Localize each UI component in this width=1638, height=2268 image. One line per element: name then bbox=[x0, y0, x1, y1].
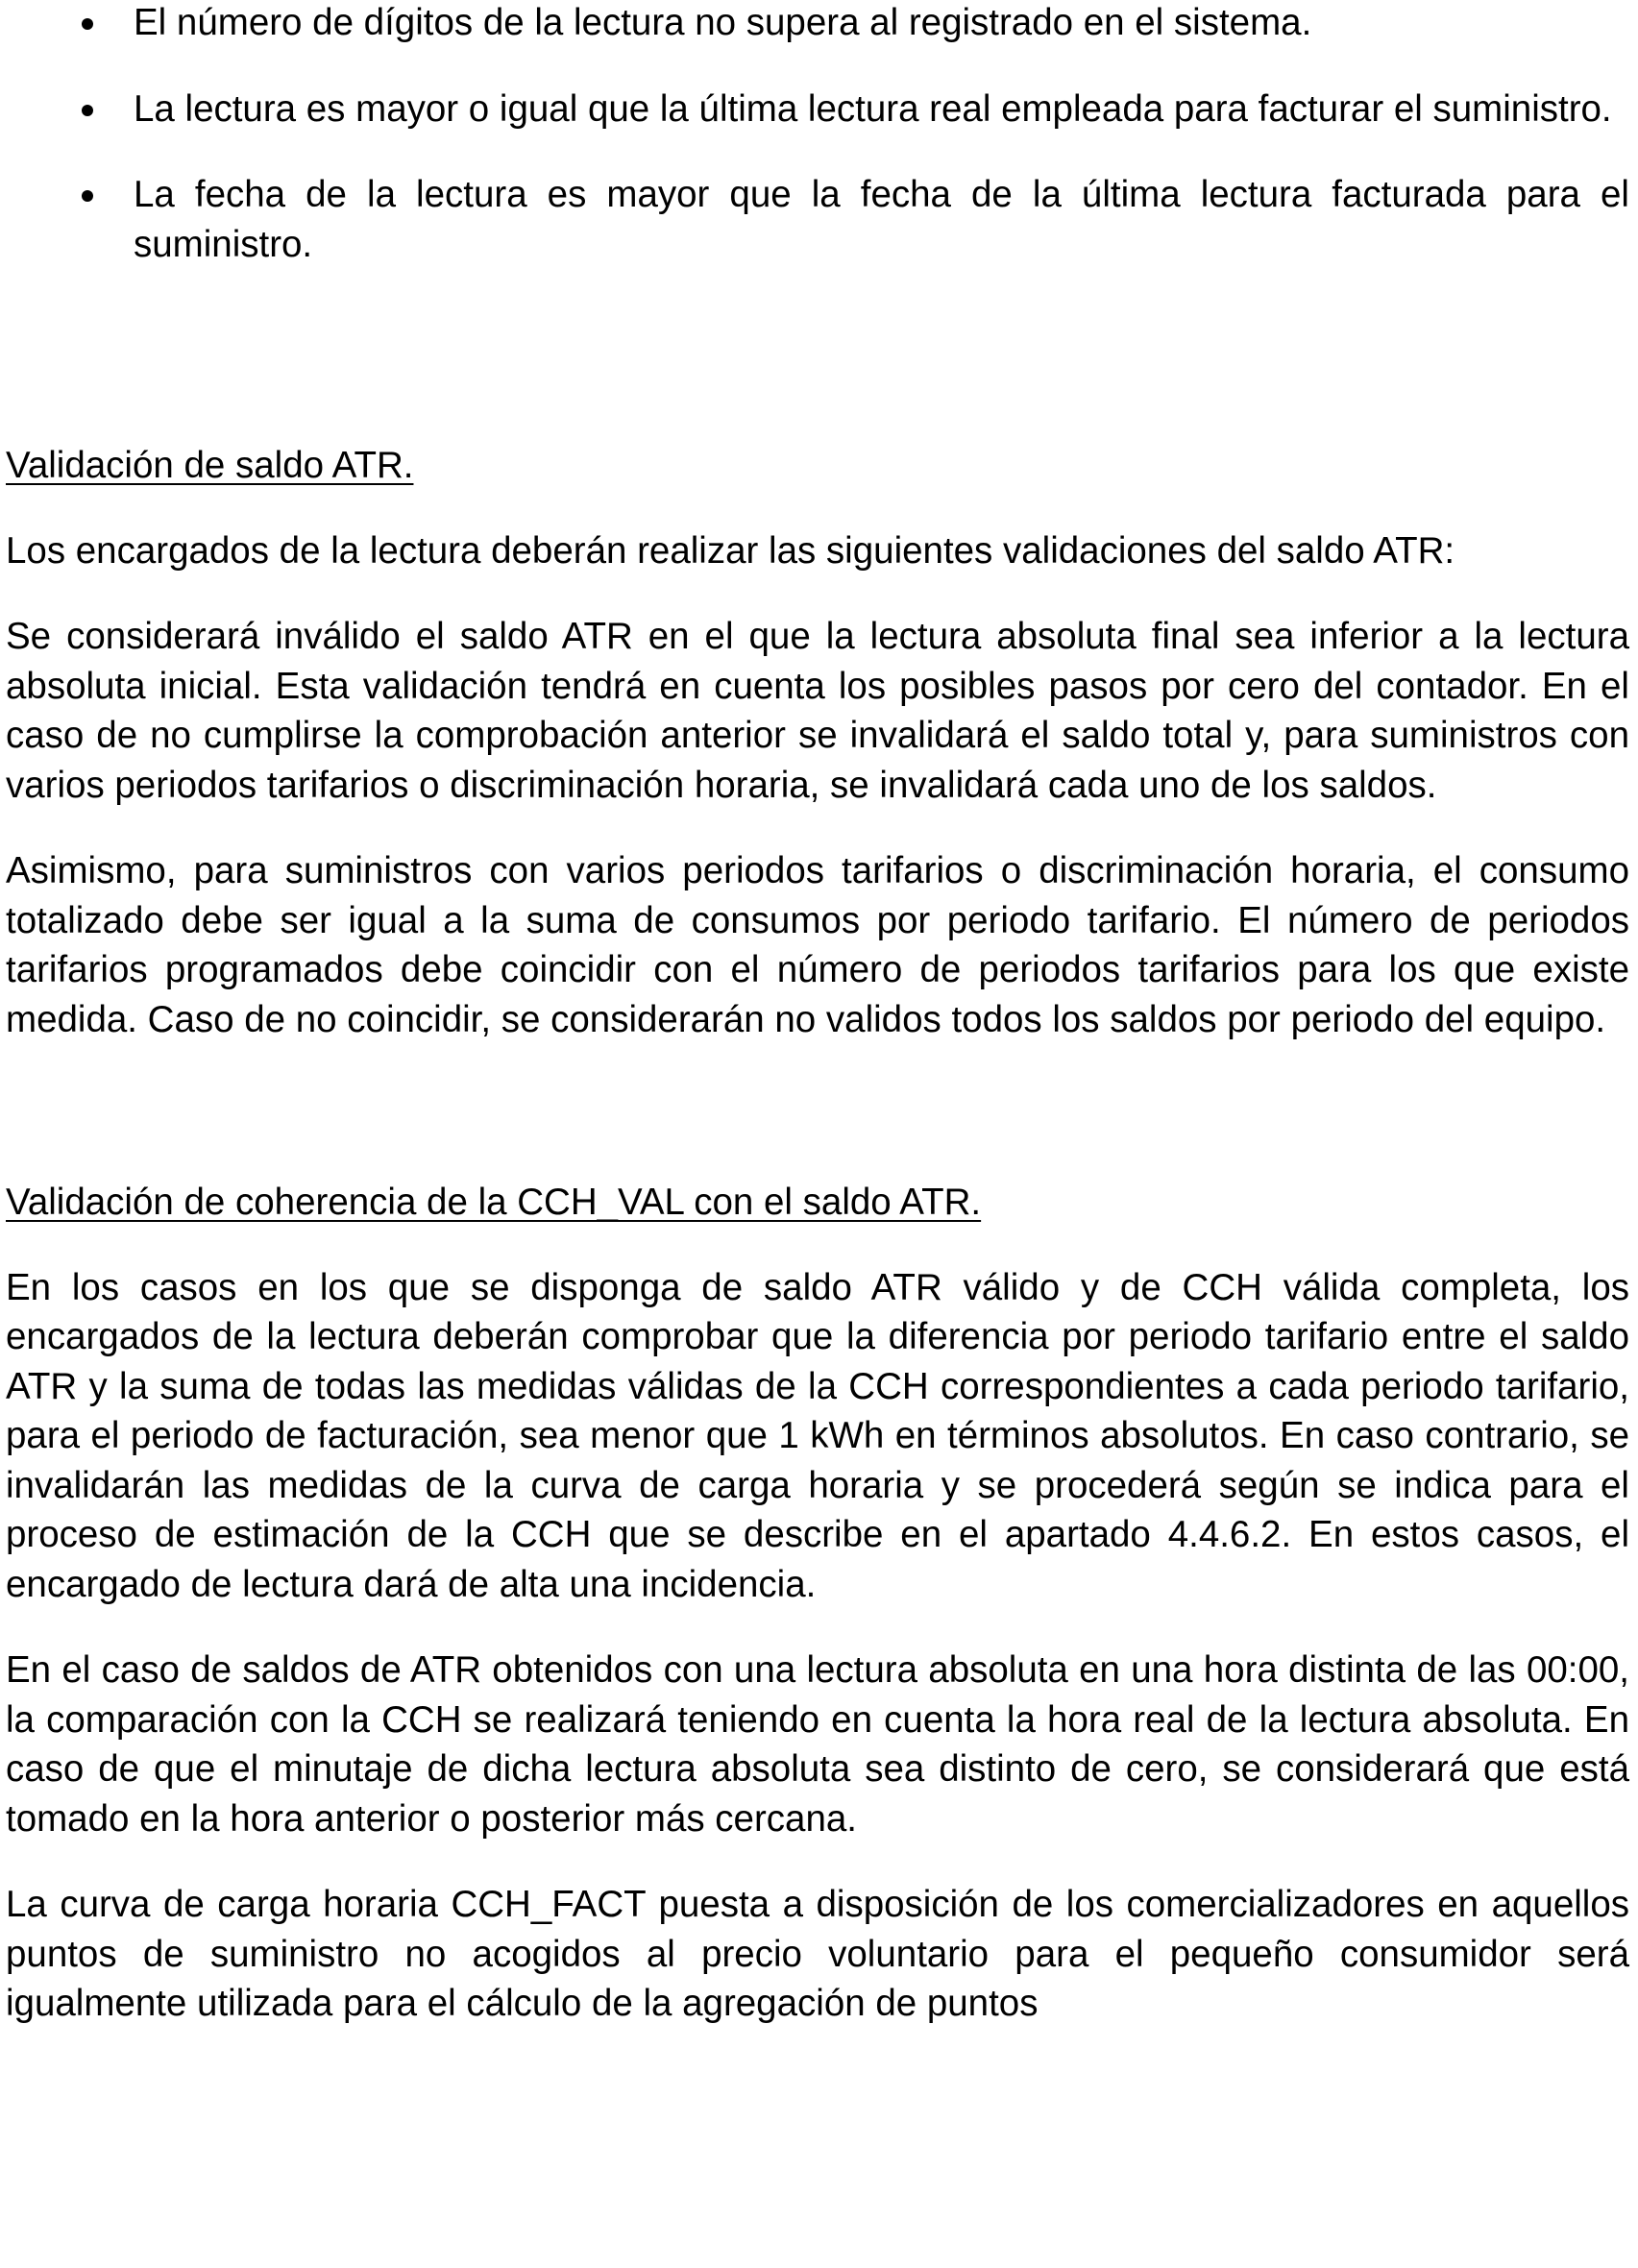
document-page bbox=[6, 0, 1629, 2029]
bullet-item bbox=[6, 170, 1629, 269]
paragraph: La curva de carga horaria CCH_FACT puesta a disposición de los comercializadores en aquellos puntos de suministro no acogidos al precio voluntario para el pequeño consumidor será igualmente utilizada para el cálculo de la agregación de puntos bbox=[6, 1884, 1629, 2024]
section-heading-saldo-atr: Validación de saldo ATR. bbox=[6, 445, 414, 486]
bullet-text: El número de dígitos de la lectura no supera al registrado en el sistema. bbox=[134, 2, 1312, 43]
bullet-dot-icon bbox=[82, 105, 93, 116]
paragraph: Los encargados de la lectura deberán realizar las siguientes validaciones del saldo ATR: bbox=[6, 529, 1455, 572]
paragraph: Asimismo, para suministros con varios periodos tarifarios o discriminación horaria, el consumo totalizado debe ser igual a la suma de consumos por periodo tarifario. El número de periodos tarifarios programados debe coincidir con el número de periodos tarifarios para los que existe medida. Caso de no coincidir, se considerarán no validos todos los saldos por periodo del equipo. bbox=[6, 850, 1629, 1040]
bullet-text: La fecha de la lectura es mayor que la fecha de la última lectura facturada para el suministro. bbox=[134, 174, 1629, 265]
bullet-item bbox=[6, 85, 1629, 134]
paragraph: En los casos en los que se disponga de saldo ATR válido y de CCH válida completa, los encargados de la lectura deberán comprobar que la diferencia por periodo tarifario entre el saldo ATR y la suma de todas las medidas válidas de la CCH correspondientes a cada periodo tarifario, para el periodo de facturación, sea menor que 1 kWh en términos absolutos. En caso contrario, se invalidarán las medidas de la curva de carga horaria y se procederá según se indica para el proceso de estimación de la CCH que se describe en el apartado 4.4.6.2. En estos casos, el encargado de lectura dará de alta una incidencia. bbox=[6, 1266, 1629, 1605]
validation-bullet-list bbox=[6, 0, 1629, 269]
bullet-text: La lectura es mayor o igual que la última lectura real empleada para facturar el suministro. bbox=[134, 87, 1612, 130]
bullet-item bbox=[6, 0, 1629, 48]
bullet-dot-icon bbox=[82, 18, 93, 30]
paragraph: Se considerará inválido el saldo ATR en el que la lectura absoluta final sea inferior a la lectura absoluta inicial. Esta validación tendrá en cuenta los posibles pasos por cero del contador. En el caso de no cumplirse la comprobación anterior se invalidará el saldo total y, para suministros con varios periodos tarifarios o discriminación horaria, se invalidará cada uno de los saldos. bbox=[6, 616, 1629, 806]
paragraph: En el caso de saldos de ATR obtenidos con una lectura absoluta en una hora distinta de las 00:00, la comparación con la CCH se realizará teniendo en cuenta la hora real de la lectura absoluta. En caso de que el minutaje de dicha lectura absoluta sea distinto de cero, se considerará que está tomado en la hora anterior o posterior más cercana. bbox=[6, 1649, 1629, 1840]
bullet-dot-icon bbox=[82, 190, 93, 202]
section-heading-coherencia-cch: Validación de coherencia de la CCH_VAL con el saldo ATR. bbox=[6, 1182, 982, 1223]
